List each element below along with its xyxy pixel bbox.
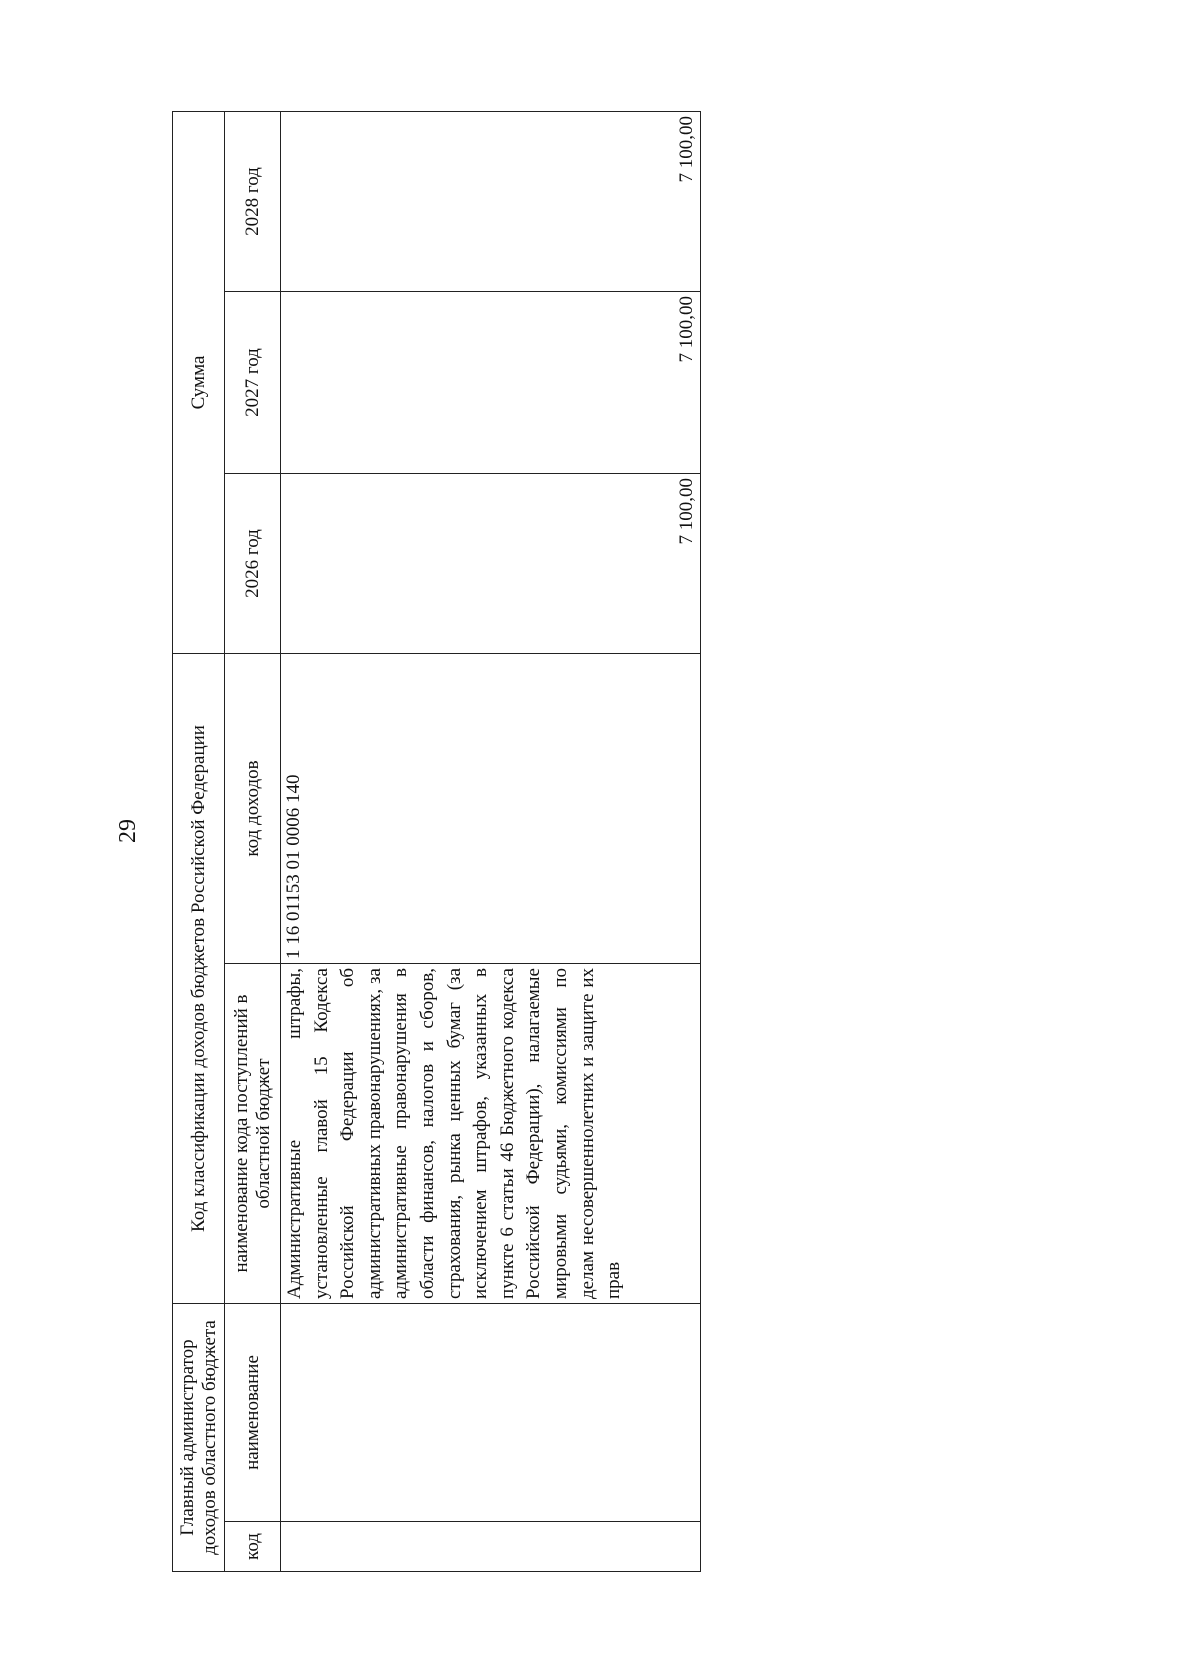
- table-row: [281, 112, 701, 1572]
- sum-group-header: Сумма: [173, 112, 225, 654]
- sum-2028-cell: 7 100,00: [281, 112, 701, 292]
- year-2028-header: 2028 год: [225, 112, 281, 292]
- revenue-name-header: наименование кода поступлений в областной бюджет: [225, 964, 281, 1304]
- revenue-description-cell: Административные штрафы, установленные главой 15 Кодекса Российской Федерации об административных правонарушениях, за административные правонарушения в области финансов, налогов и сборов, страхования, рынка ценных бумаг (за исключением штрафов, указанных в пункте 6 статьи 46 Бюджетного кодекса Российской Федерации), налагаемые мировыми судьями, комиссиями по делам несовершеннолетних и защите их прав: [281, 964, 701, 1304]
- revenue-code-cell: 1 16 01153 01 0006 140: [281, 654, 701, 964]
- year-2026-header: 2026 год: [225, 474, 281, 654]
- header-row-columns: [225, 112, 281, 1572]
- admin-name-cell: [281, 1304, 701, 1522]
- revenue-code-header: код доходов: [225, 654, 281, 964]
- admin-code-header: код: [225, 1522, 281, 1572]
- sum-2026-cell: 7 100,00: [281, 474, 701, 654]
- classification-group-header: Код классификации доходов бюджетов Российской Федерации: [173, 654, 225, 1304]
- admin-code-cell: [281, 1522, 701, 1572]
- page-number: 29: [115, 819, 141, 843]
- sum-2027-cell: 7 100,00: [281, 292, 701, 474]
- header-row-group: [173, 112, 225, 1572]
- year-2027-header: 2027 год: [225, 292, 281, 474]
- table-container: [172, 112, 700, 1572]
- admin-name-header: наименование: [225, 1304, 281, 1522]
- admin-group-header: Главный администратор доходов областного бюджета: [173, 1304, 225, 1572]
- revenue-table: [172, 111, 701, 1572]
